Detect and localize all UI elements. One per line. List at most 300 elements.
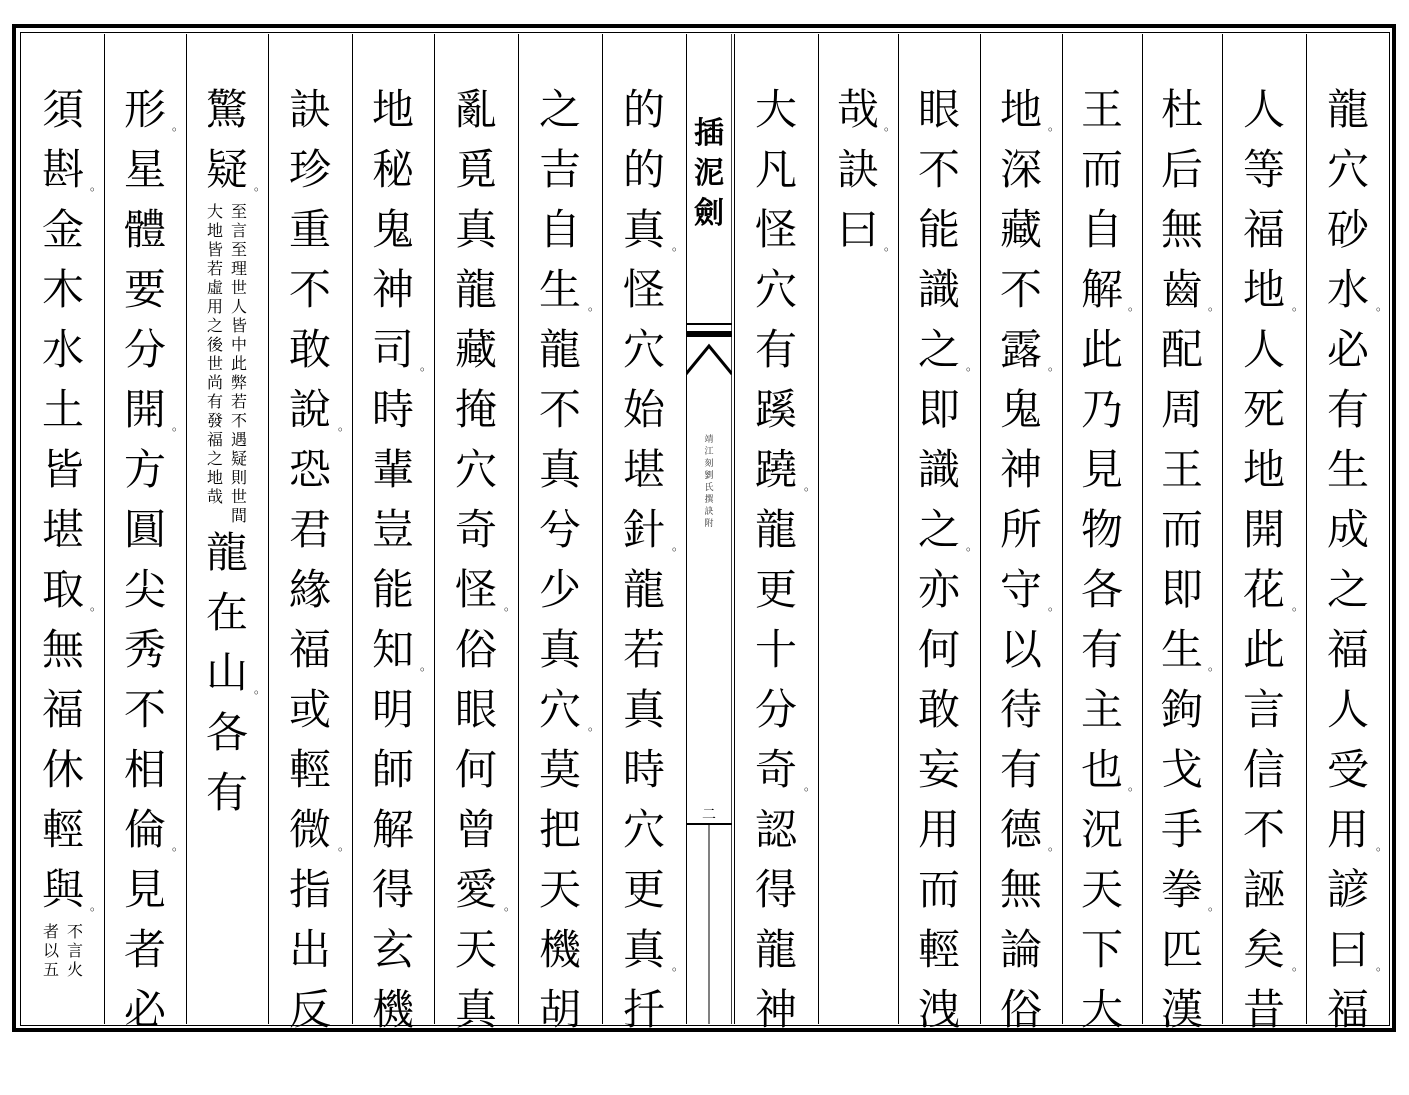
glyph-text: 秀 xyxy=(123,625,166,674)
glyph xyxy=(104,262,186,322)
glyph-text: 重 xyxy=(288,205,331,254)
glyph-text: 或 xyxy=(288,685,331,734)
glyph-text: 不 xyxy=(538,385,581,434)
glyph-text: 砂 xyxy=(1326,205,1369,254)
glyph xyxy=(602,982,686,1042)
glyph xyxy=(1306,82,1390,142)
glyph xyxy=(1142,742,1222,802)
glyph-text: 即 xyxy=(1160,565,1203,614)
punctuation-mark: 。 xyxy=(803,779,816,793)
glyph-text: 金 xyxy=(41,205,84,254)
glyph-text: 認 xyxy=(754,805,797,854)
strip-small-text xyxy=(686,434,732,530)
glyph xyxy=(898,142,980,202)
glyph xyxy=(104,682,186,742)
glyph xyxy=(980,622,1062,682)
glyph-text: 信 xyxy=(1242,745,1285,794)
column-glyphs xyxy=(1306,82,1390,1042)
glyph-text: 言 xyxy=(1242,685,1285,734)
strip-title-glyph: 泥 xyxy=(694,156,724,191)
glyph xyxy=(268,322,352,382)
glyph xyxy=(818,82,898,142)
glyph-text: 要 xyxy=(123,265,166,314)
glyph-text: 物 xyxy=(1080,505,1123,554)
glyph xyxy=(518,862,602,922)
glyph-text: 的 xyxy=(622,145,665,194)
glyph xyxy=(1142,322,1222,382)
glyph xyxy=(268,142,352,202)
glyph xyxy=(734,922,818,982)
annotation-glyph: 火 xyxy=(66,960,83,979)
glyph xyxy=(268,742,352,802)
glyph-text: 自 xyxy=(1080,205,1123,254)
glyph xyxy=(1142,82,1222,142)
glyph-text: 更 xyxy=(754,565,797,614)
glyph-text: 休 xyxy=(41,745,84,794)
glyph xyxy=(602,922,686,982)
glyph xyxy=(1062,862,1142,922)
glyph xyxy=(22,262,104,322)
glyph-text: 有 xyxy=(1326,385,1369,434)
glyph-text: 生 xyxy=(1326,445,1369,494)
glyph xyxy=(1306,802,1390,862)
glyph-text: 戈 xyxy=(1160,745,1203,794)
glyph xyxy=(518,622,602,682)
glyph-text: 天 xyxy=(538,865,581,914)
glyph xyxy=(22,82,104,142)
glyph-text: 者 xyxy=(123,925,166,974)
glyph-text: 諺 xyxy=(1326,865,1369,914)
glyph-text: 能 xyxy=(371,565,414,614)
glyph-text: 齒 xyxy=(1160,265,1203,314)
annotation-glyph: 福 xyxy=(206,430,223,449)
text-column xyxy=(1222,34,1306,1034)
annotation-column xyxy=(203,202,227,525)
glyph-text: 輕 xyxy=(288,745,331,794)
punctuation-mark: 。 xyxy=(253,682,266,696)
glyph-text: 尖 xyxy=(123,565,166,614)
annotation-glyph: 發 xyxy=(206,411,223,430)
glyph xyxy=(268,82,352,142)
glyph-text: 龍 xyxy=(538,325,581,374)
text-column xyxy=(980,34,1062,1034)
glyph-text: 龍 xyxy=(754,505,797,554)
glyph-text: 真 xyxy=(454,985,497,1034)
glyph xyxy=(602,682,686,742)
glyph-text: 得 xyxy=(371,865,414,914)
glyph-text: 福 xyxy=(41,685,84,734)
column-glyphs xyxy=(734,82,818,1042)
glyph-text: 相 xyxy=(123,745,166,794)
glyph-text: 之 xyxy=(917,325,960,374)
glyph-text: 神 xyxy=(999,445,1042,494)
glyph-text: 得 xyxy=(754,865,797,914)
glyph-text: 針 xyxy=(622,505,665,554)
glyph-text: 驚 xyxy=(205,85,248,134)
glyph-text: 俗 xyxy=(454,625,497,674)
glyph-text: 取 xyxy=(41,565,84,614)
glyph-text: 恐 xyxy=(288,445,331,494)
glyph-text: 龍 xyxy=(754,925,797,974)
glyph-text: 各 xyxy=(205,708,248,757)
annotation-glyph: 哉 xyxy=(206,487,223,506)
annotation-glyph: 不 xyxy=(66,922,83,941)
glyph xyxy=(268,922,352,982)
glyph-text: 即 xyxy=(917,385,960,434)
glyph-text: 奇 xyxy=(454,505,497,554)
glyph-text: 此 xyxy=(1080,325,1123,374)
glyph-text: 后 xyxy=(1160,145,1203,194)
strip-small-glyph: 訣 xyxy=(704,507,714,517)
glyph xyxy=(268,802,352,862)
column-glyphs xyxy=(980,82,1062,1042)
glyph-text: 大 xyxy=(754,85,797,134)
glyph xyxy=(1222,862,1306,922)
punctuation-mark: 。 xyxy=(337,839,350,853)
glyph-text: 訣 xyxy=(836,145,879,194)
glyph-text: 不 xyxy=(123,685,166,734)
column-glyphs xyxy=(268,82,352,1042)
glyph-text: 地 xyxy=(1242,265,1285,314)
glyph xyxy=(602,82,686,142)
glyph-text: 龍 xyxy=(205,528,248,577)
glyph-text: 而 xyxy=(1160,505,1203,554)
glyph-text: 配 xyxy=(1160,325,1203,374)
glyph xyxy=(602,562,686,622)
glyph xyxy=(1062,142,1142,202)
annotation-glyph: 虛 xyxy=(206,278,223,297)
glyph xyxy=(980,502,1062,562)
glyph xyxy=(352,202,434,262)
glyph-text: 穴 xyxy=(754,265,797,314)
glyph-text: 昔 xyxy=(1242,985,1285,1034)
glyph xyxy=(1142,982,1222,1042)
glyph-text: 俗 xyxy=(999,985,1042,1034)
glyph-text: 必 xyxy=(1326,325,1369,374)
glyph xyxy=(518,262,602,322)
annotation-glyph: 有 xyxy=(206,392,223,411)
punctuation-mark: 。 xyxy=(89,599,102,613)
glyph-text: 天 xyxy=(454,925,497,974)
glyph-text: 吉 xyxy=(538,145,581,194)
text-column xyxy=(1062,34,1142,1034)
glyph xyxy=(980,382,1062,442)
glyph xyxy=(22,682,104,742)
glyph-text: 扦 xyxy=(622,985,665,1034)
glyph xyxy=(734,82,818,142)
glyph xyxy=(1142,382,1222,442)
glyph-text: 分 xyxy=(754,685,797,734)
glyph xyxy=(518,382,602,442)
glyph-text: 真 xyxy=(622,205,665,254)
annotation-glyph: 不 xyxy=(230,411,247,430)
text-column xyxy=(602,34,686,1034)
glyph xyxy=(602,802,686,862)
glyph-text: 胡 xyxy=(538,985,581,1034)
annotation-glyph: 之 xyxy=(206,316,223,335)
glyph-text: 匹 xyxy=(1160,925,1203,974)
glyph xyxy=(898,982,980,1042)
glyph-text: 況 xyxy=(1080,805,1123,854)
glyph-text: 周 xyxy=(1160,385,1203,434)
glyph xyxy=(518,142,602,202)
strip-small-glyph: 劉 xyxy=(704,471,714,481)
glyph xyxy=(352,562,434,622)
glyph xyxy=(602,142,686,202)
glyph xyxy=(898,322,980,382)
annotation-glyph: 若 xyxy=(206,259,223,278)
glyph-text: 倫 xyxy=(123,805,166,854)
glyph xyxy=(1222,322,1306,382)
glyph xyxy=(104,922,186,982)
glyph-text: 而 xyxy=(917,865,960,914)
glyph xyxy=(352,322,434,382)
glyph-text: 少 xyxy=(538,565,581,614)
glyph-text: 王 xyxy=(1080,85,1123,134)
glyph-text: 奇 xyxy=(754,745,797,794)
punctuation-mark: 。 xyxy=(1375,299,1388,313)
glyph-text: 龍 xyxy=(1326,85,1369,134)
glyph-text: 堪 xyxy=(622,445,665,494)
glyph-text: 誣 xyxy=(1242,865,1285,914)
glyph-text: 輕 xyxy=(917,925,960,974)
glyph-text: 福 xyxy=(1326,985,1369,1034)
glyph-text: 死 xyxy=(1242,385,1285,434)
glyph xyxy=(22,382,104,442)
glyph-text: 花 xyxy=(1242,565,1285,614)
glyph xyxy=(1062,82,1142,142)
column-glyphs xyxy=(1062,82,1142,1042)
glyph xyxy=(104,562,186,622)
glyph xyxy=(734,442,818,502)
glyph-text: 之 xyxy=(538,85,581,134)
glyph xyxy=(352,382,434,442)
glyph xyxy=(434,862,518,922)
glyph xyxy=(980,262,1062,322)
punctuation-mark: 。 xyxy=(503,599,516,613)
punctuation-mark: 。 xyxy=(89,899,102,913)
column-glyphs xyxy=(518,82,602,1042)
glyph xyxy=(1222,742,1306,802)
glyph xyxy=(186,525,268,585)
glyph xyxy=(602,382,686,442)
glyph-text: 生 xyxy=(538,265,581,314)
glyph-text: 穴 xyxy=(454,445,497,494)
glyph xyxy=(1306,742,1390,802)
annotation-glyph: 則 xyxy=(230,468,247,487)
glyph xyxy=(268,382,352,442)
glyph xyxy=(734,622,818,682)
glyph xyxy=(980,682,1062,742)
glyph xyxy=(268,442,352,502)
annotation-glyph: 地 xyxy=(206,221,223,240)
glyph xyxy=(734,262,818,322)
glyph xyxy=(104,622,186,682)
glyph-text: 不 xyxy=(288,265,331,314)
glyph xyxy=(980,742,1062,802)
glyph-text: 豈 xyxy=(371,505,414,554)
glyph-text: 須 xyxy=(41,85,84,134)
glyph xyxy=(602,862,686,922)
glyph xyxy=(602,502,686,562)
glyph xyxy=(1142,442,1222,502)
glyph xyxy=(898,922,980,982)
punctuation-mark: 。 xyxy=(883,239,896,253)
glyph-text: 師 xyxy=(371,745,414,794)
glyph-text: 掩 xyxy=(454,385,497,434)
glyph xyxy=(186,645,268,705)
punctuation-mark: 。 xyxy=(419,359,432,373)
glyph-text: 君 xyxy=(288,505,331,554)
glyph xyxy=(434,82,518,142)
glyph xyxy=(898,622,980,682)
glyph xyxy=(1222,682,1306,742)
glyph xyxy=(1062,502,1142,562)
glyph xyxy=(1062,442,1142,502)
glyph-text: 有 xyxy=(999,745,1042,794)
strip-small-glyph: 刻 xyxy=(704,459,714,469)
annotation-glyph: 至 xyxy=(230,240,247,259)
strip-small-glyph: 撰 xyxy=(704,495,714,505)
text-column xyxy=(268,34,352,1034)
glyph xyxy=(1306,202,1390,262)
column-glyphs xyxy=(352,82,434,1042)
annotation-glyph: 後 xyxy=(206,335,223,354)
glyph-text: 真 xyxy=(622,685,665,734)
glyph xyxy=(268,202,352,262)
glyph-text: 鬼 xyxy=(999,385,1042,434)
glyph-text: 龍 xyxy=(622,565,665,614)
glyph xyxy=(352,742,434,802)
glyph xyxy=(1062,202,1142,262)
punctuation-mark: 。 xyxy=(89,179,102,193)
glyph-text: 曰 xyxy=(1326,925,1369,974)
glyph xyxy=(1142,922,1222,982)
glyph-text: 山 xyxy=(205,648,248,697)
glyph xyxy=(268,562,352,622)
glyph xyxy=(734,682,818,742)
glyph-text: 蹊 xyxy=(754,385,797,434)
text-column xyxy=(1142,34,1222,1034)
glyph-text: 拳 xyxy=(1160,865,1203,914)
glyph xyxy=(898,862,980,922)
glyph-text: 露 xyxy=(999,325,1042,374)
glyph-text: 下 xyxy=(1080,925,1123,974)
column-glyphs xyxy=(186,82,268,825)
glyph xyxy=(1306,142,1390,202)
glyph xyxy=(22,622,104,682)
glyph-text: 何 xyxy=(454,745,497,794)
glyph xyxy=(734,502,818,562)
glyph xyxy=(352,502,434,562)
punctuation-mark: 。 xyxy=(587,719,600,733)
glyph-text: 把 xyxy=(538,805,581,854)
glyph-text: 水 xyxy=(41,325,84,374)
punctuation-mark: 。 xyxy=(1291,299,1304,313)
glyph-text: 亂 xyxy=(454,85,497,134)
glyph-text: 用 xyxy=(917,805,960,854)
glyph-text: 與 xyxy=(41,865,84,914)
glyph-text: 怪 xyxy=(454,565,497,614)
glyph xyxy=(186,142,268,202)
glyph xyxy=(1306,562,1390,622)
glyph-text: 反 xyxy=(288,985,331,1034)
glyph xyxy=(1222,442,1306,502)
glyph xyxy=(104,982,186,1042)
annotation-glyph: 疑 xyxy=(230,449,247,468)
glyph xyxy=(104,802,186,862)
glyph-text: 以 xyxy=(999,625,1042,674)
glyph xyxy=(898,262,980,322)
glyph-text: 無 xyxy=(999,865,1042,914)
glyph-text: 穴 xyxy=(622,325,665,374)
glyph-text: 杜 xyxy=(1160,85,1203,134)
glyph xyxy=(734,202,818,262)
glyph xyxy=(1222,82,1306,142)
glyph-text: 天 xyxy=(1080,865,1123,914)
glyph-text: 圓 xyxy=(123,505,166,554)
glyph-text: 矣 xyxy=(1242,925,1285,974)
glyph-text: 受 xyxy=(1326,745,1369,794)
glyph-text: 必 xyxy=(123,985,166,1034)
glyph-text: 福 xyxy=(1326,625,1369,674)
glyph xyxy=(1062,622,1142,682)
glyph xyxy=(1222,982,1306,1042)
glyph-text: 龍 xyxy=(454,265,497,314)
glyph xyxy=(980,982,1062,1042)
glyph xyxy=(1142,802,1222,862)
glyph-text: 人 xyxy=(1242,85,1285,134)
punctuation-mark: 。 xyxy=(171,419,184,433)
glyph xyxy=(1062,262,1142,322)
glyph xyxy=(518,82,602,142)
glyph xyxy=(434,502,518,562)
glyph xyxy=(1306,442,1390,502)
glyph-text: 也 xyxy=(1080,745,1123,794)
glyph-text: 解 xyxy=(371,805,414,854)
punctuation-mark: 。 xyxy=(1047,119,1060,133)
glyph-text: 輕 xyxy=(41,805,84,854)
glyph-text: 秘 xyxy=(371,145,414,194)
glyph-text: 機 xyxy=(371,985,414,1034)
glyph xyxy=(602,262,686,322)
annotation-glyph: 五 xyxy=(42,960,59,979)
glyph xyxy=(434,922,518,982)
column-glyphs xyxy=(1222,82,1306,1042)
glyph-text: 訣 xyxy=(288,85,331,134)
glyph xyxy=(186,82,268,142)
annotation-glyph: 以 xyxy=(42,941,59,960)
glyph xyxy=(186,705,268,765)
glyph xyxy=(352,142,434,202)
glyph xyxy=(898,802,980,862)
glyph-text: 蹺 xyxy=(754,445,797,494)
text-column xyxy=(734,34,818,1034)
glyph xyxy=(1222,502,1306,562)
column-glyphs xyxy=(434,82,518,1042)
glyph-text: 福 xyxy=(1242,205,1285,254)
column-glyphs xyxy=(818,82,898,262)
glyph-text: 皆 xyxy=(41,445,84,494)
glyph xyxy=(980,922,1062,982)
glyph-text: 莫 xyxy=(538,745,581,794)
glyph-text: 曾 xyxy=(454,805,497,854)
glyph-text: 疑 xyxy=(205,145,248,194)
glyph xyxy=(898,202,980,262)
glyph-text: 說 xyxy=(288,385,331,434)
column-glyphs xyxy=(898,82,980,1042)
glyph xyxy=(980,862,1062,922)
